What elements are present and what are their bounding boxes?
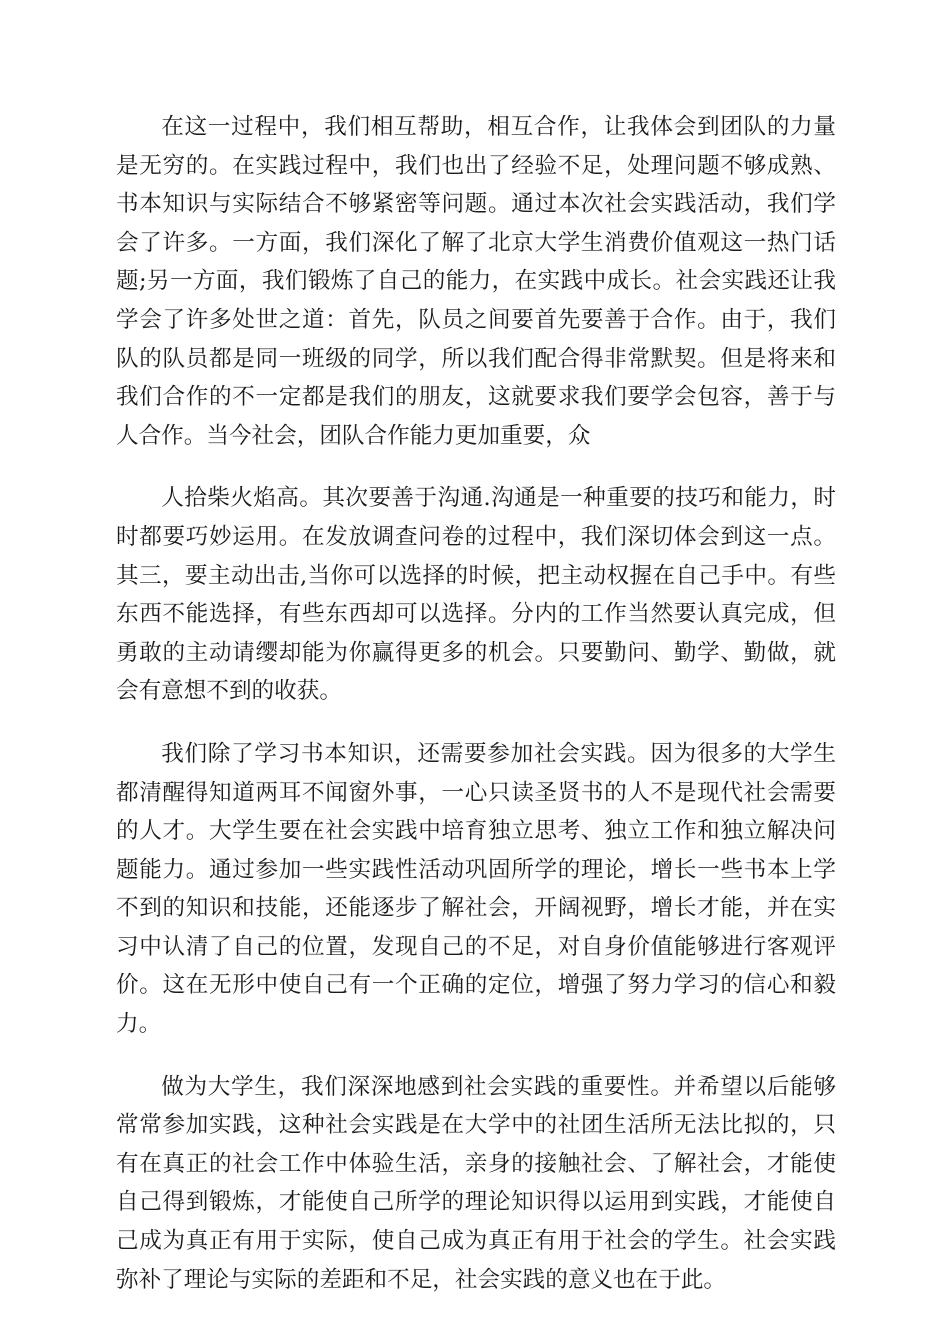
paragraph-1: 在这一过程中，我们相互帮助，相互合作，让我体会到团队的力量是无穷的。在实践过程中，我们也出了经验不足，处理问题不够成熟、书本知识与实际结合不够紧密等问题。通过本次社会实践活动，我们学会了许多。一方面，我们深化了解了北京大学生消费价值观这一热门话题;另一方面，我们锻炼了自己的能力，在实践中成长。社会实践还让我学会了许多处世之道：首先，队员之间要首先要善于合作。由于，我们队的队员都是同一班级的同学，所以我们配合得非常默契。但是将来和我们合作的不一定都是我们的朋友，这就要求我们要学会包容，善于与人合作。当今社会，团队合作能力更加重要，众 [116,114,836,449]
paragraph-4: 做为大学生，我们深深地感到社会实践的重要性。并希望以后能够常常参加实践，这种社会实践是在大学中的社团生活所无法比拟的，只有在真正的社会工作中体验生活，亲身的接触社会、了解社会，才能使自己得到锻炼，才能使自己所学的理论知识得以运用到实践，才能使自己成为真正有用于实际，使自己成为真正有用于社会的学生。社会实践弥补了理论与实际的差距和不足，社会实践的意义也在于此。 [116,1073,836,1293]
paragraph-3: 我们除了学习书本知识，还需要参加社会实践。因为很多的大学生都清醒得知道两耳不闻窗外事，一心只读圣贤书的人不是现代社会需要的人才。大学生要在社会实践中培育独立思考、独立工作和独立解决问题能力。通过参加一些实践性活动巩固所学的理论，增长一些书本上学不到的知识和技能，还能逐步了解社会，开阔视野，增长才能，并在实习中认清了自己的位置，发现自己的不足，对自身价值能够进行客观评价。这在无形中使自己有一个正确的定位，增强了努力学习的信心和毅力。 [116,740,836,1038]
document-page [116,108,836,1323]
paragraph-2: 人拾柴火焰高。其次要善于沟通.沟通是一种重要的技巧和能力，时时都要巧妙运用。在发放调查问卷的过程中，我们深切体会到这一点。其三，要主动出击,当你可以选择的时候，把主动权握在自己手中。有些东西不能选择，有些东西却可以选择。分内的工作当然要认真完成，但勇敢的主动请缨却能为你赢得更多的机会。只要勤问、勤学、勤做，就会有意想不到的收获。 [116,485,836,705]
